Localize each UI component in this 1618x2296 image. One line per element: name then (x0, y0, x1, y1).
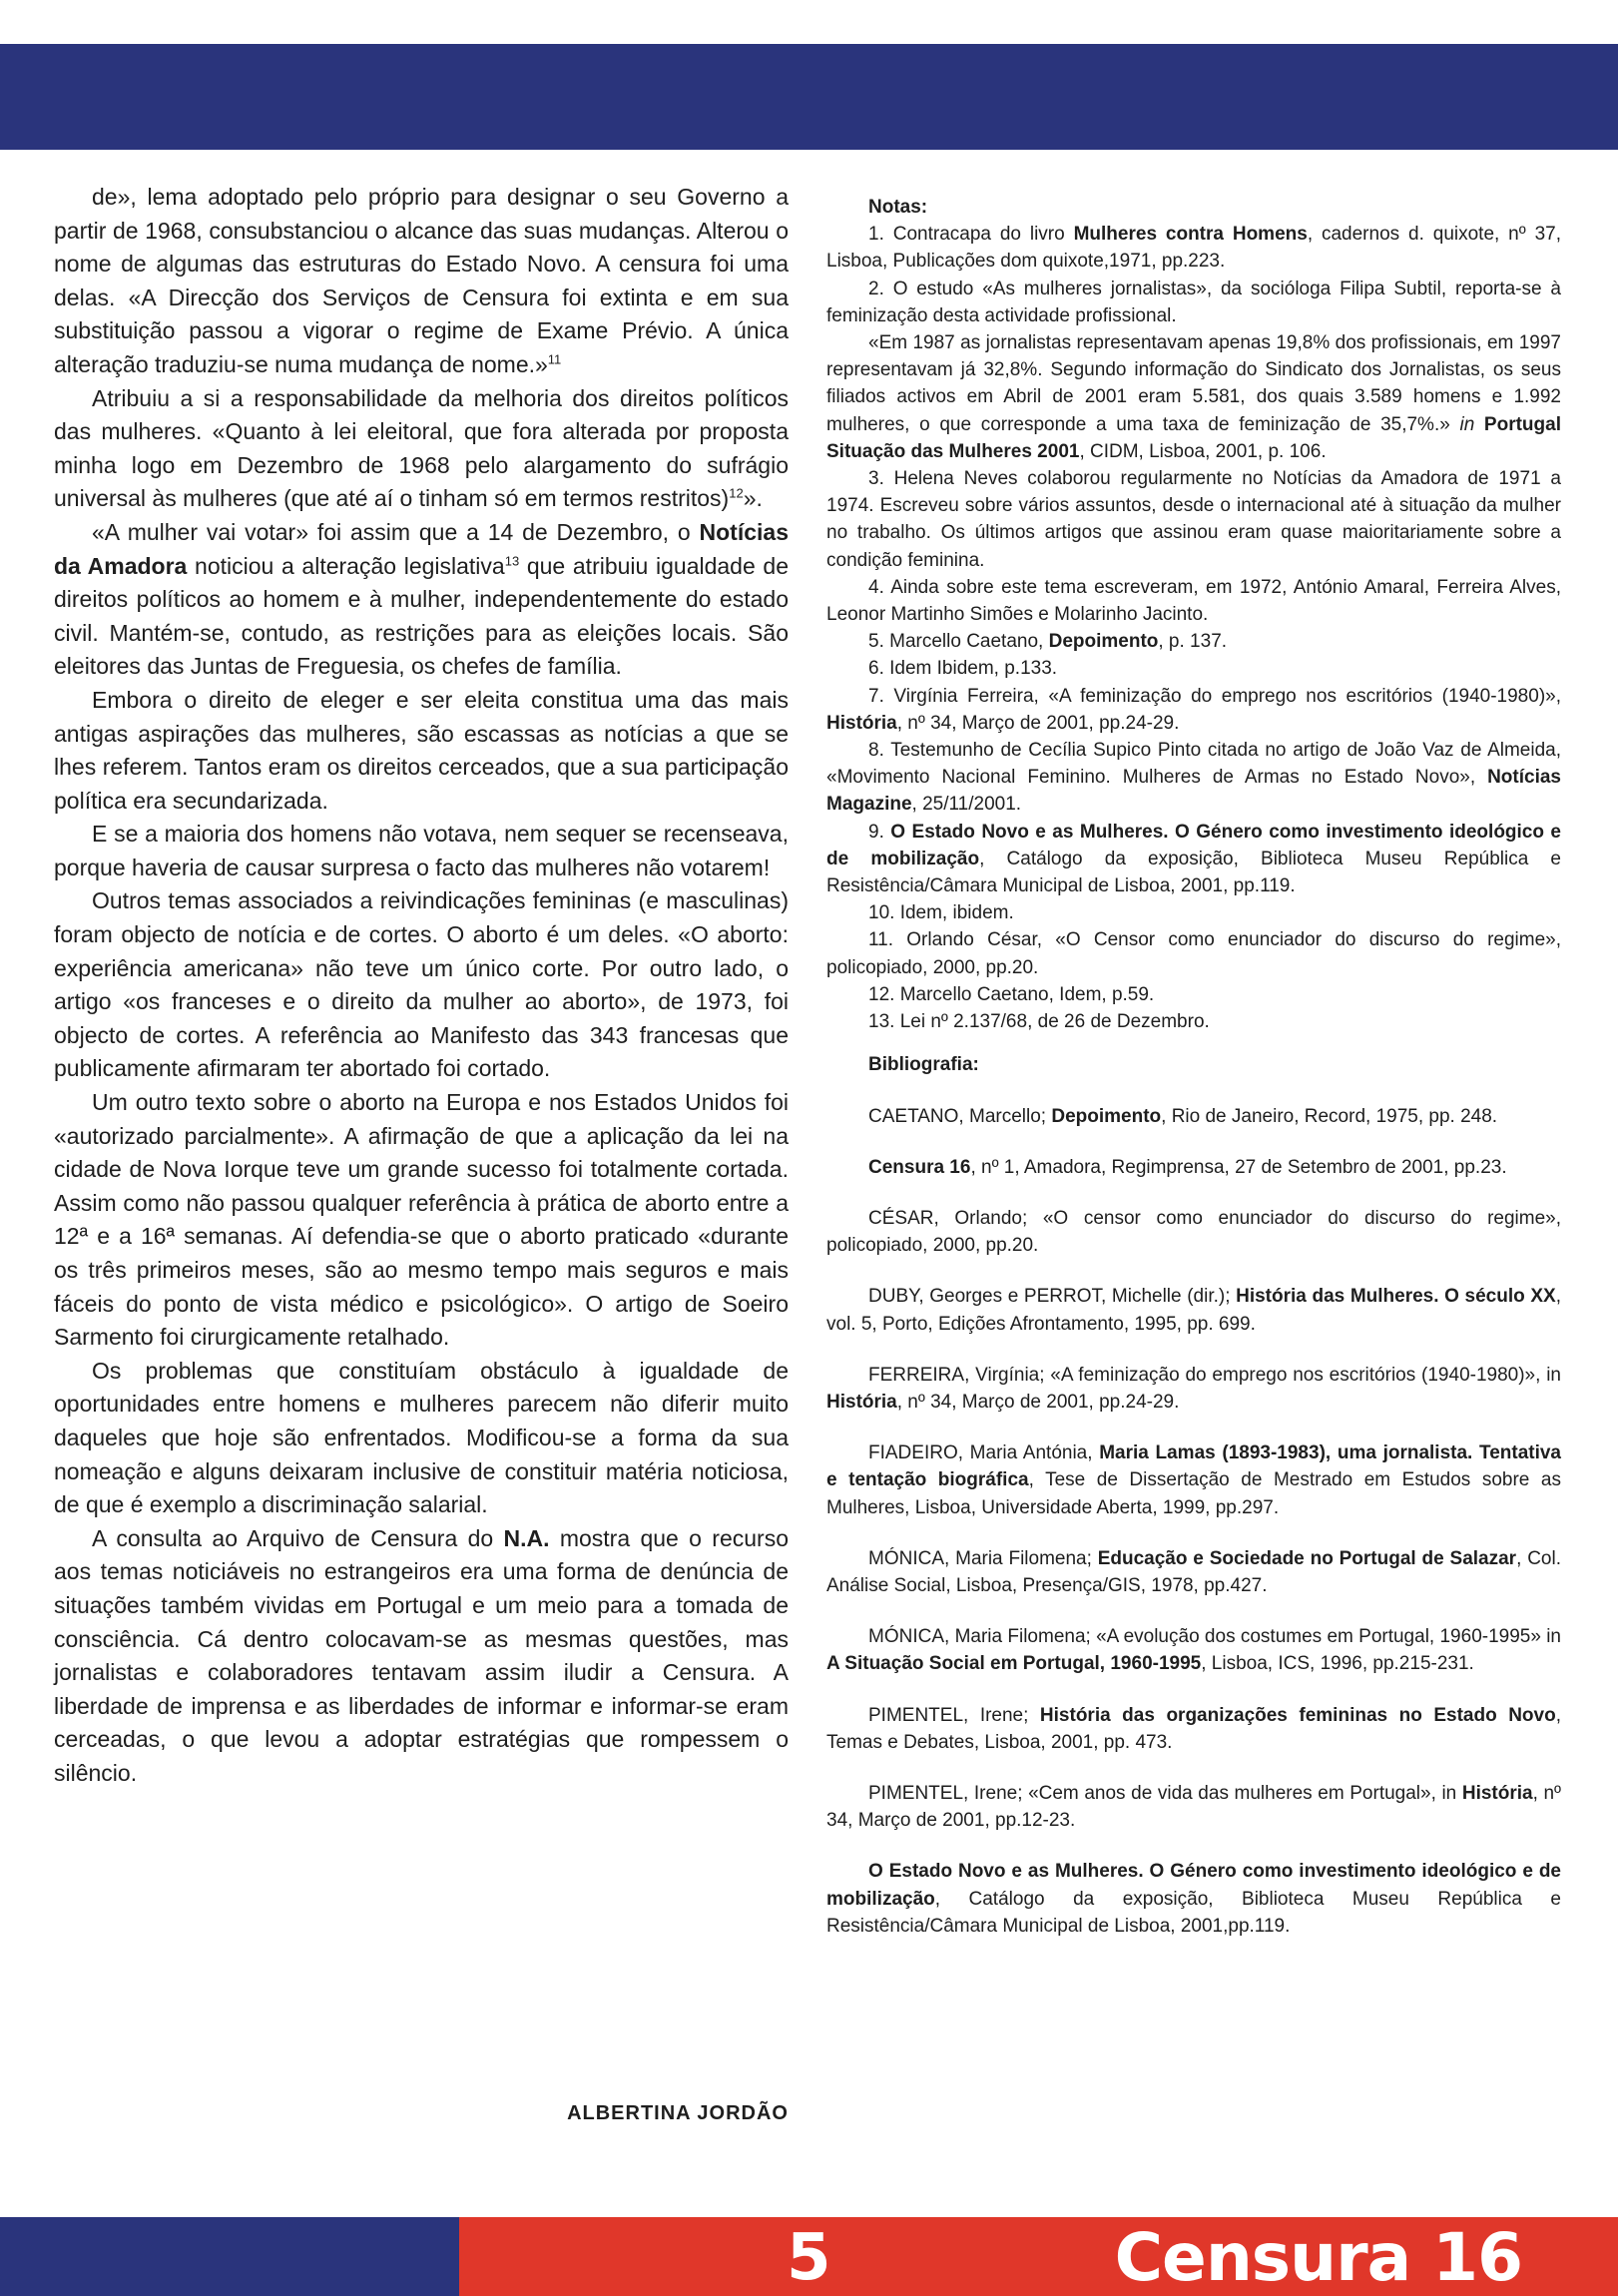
article-paragraph: E se a maioria dos homens não votava, nem sequer se recenseava, porque haveria de causar surpresa o facto das mulheres não votarem! (54, 821, 789, 880)
publication-title: Censura 16 (1114, 2219, 1522, 2296)
article-paragraph: de», lema adoptado pelo próprio para designar o seu Governo a partir de 1968, consubstanciou o alcance das suas mudanças. Alterou o nome de algumas das estruturas do Estado Novo. A censura foi uma delas. «A Direcção dos Serviços de Censura foi extinta e em sua substituição passou a vigorar o regime de Exame Prévio. A única alteração traduziu-se numa mudança de nome.»$^{11}$ (54, 184, 789, 377)
note-item: 12. Marcello Caetano, Idem, p.59. (868, 983, 1155, 1005)
article-paragraph: Embora o direito de eleger e ser eleita constitua uma das mais antigas aspirações das mulheres, são escassas as notícias a que se lhes referem. Tantos eram os direitos cerceados, que a sua participação política era secundarizada. (54, 686, 789, 814)
article-body (54, 181, 789, 1791)
note-item: 9. O Estado Novo e as Mulheres. O Género como investimento ideológico e de mobilização, Catálogo da exposição, Biblioteca Museu República e Resistência/Câmara Municipal de Lisboa, 2001, pp.119. (826, 821, 1562, 897)
bibliography-item: PIMENTEL, Irene; «Cem anos de vida das mulheres em Portugal», in História, nº 34, Março de 2001, pp.12-23. (826, 1782, 1561, 1832)
bibliography-item: FERREIRA, Virgínia; «A feminização do emprego nos escritórios (1940-1980)», in História, nº 34, Março de 2001, pp.24-29. (826, 1364, 1561, 1413)
note-item: 4. Ainda sobre este tema escreveram, em 1972, António Amaral, Ferreira Alves, Leonor Martinho Simões e Molarinho Jacinto. (826, 576, 1561, 626)
note-item: 5. Marcello Caetano, Depoimento, p. 137. (868, 631, 1228, 653)
bibliography-item: Censura 16, nº 1, Amadora, Regimprensa, 27 de Setembro de 2001, pp.23. (868, 1156, 1507, 1178)
bibliography-item: PIMENTEL, Irene; História das organizações femininas no Estado Novo, Temas e Debates, Lisboa, 2001, pp. 473. (826, 1704, 1561, 1753)
note-item: «Em 1987 as jornalistas representavam apenas 19,8% dos profissionais, em 1997 representavam já 32,8%. Segundo informação do Sindicato dos Jornalistas, os seus filiados activos em Abril de 2001 eram 5.581, dos quais 3.589 homens e 1.992 mulheres, o que corresponde a uma taxa de feminização de 35,7%.» in Portugal Situação das Mulheres 2001, CIDM, Lisboa, 2001, p. 106. (826, 332, 1561, 462)
footer-band (0, 2217, 1618, 2296)
bibliography-item: CÉSAR, Orlando; «O censor como enunciador do discurso do regime», policopiado, 2000, pp.20. (826, 1207, 1561, 1257)
note-item: 3. Helena Neves colaborou regularmente no Notícias da Amadora de 1971 a 1974. Escreveu sobre vários assuntos, desde o internacional até à situação da mulher no trabalho. Os últimos artigos que assinou eram quase maioritariamente sobre a condição feminina. (826, 468, 1561, 571)
note-item: 2. O estudo «As mulheres jornalistas», da socióloga Filipa Subtil, reporta-se à feminização desta actividade profissional. (826, 278, 1561, 326)
note-item: 13. Lei nº 2.137/68, de 26 de Dezembro. (868, 1011, 1210, 1033)
article-paragraph: A consulta ao Arquivo de Censura do N.A. mostra que o recurso aos temas noticiáveis no estrangeiros era uma forma de denúncia de situações também vividas em Portugal e um meio para a tomada de consciência. Cá dentro colocavam-se as mesmas questões, mas jornalistas e colaboradores tentavam assim iludir a Censura. A liberdade de imprensa e as liberdades de informar e informar-se eram cerceadas, o que levou a adoptar estratégias que rompessem o silêncio. (54, 1524, 789, 1786)
note-item: 7. Virgínia Ferreira, «A feminização do emprego nos escritórios (1940-1980)», História, nº 34, Março de 2001, pp.24-29. (826, 685, 1561, 734)
note-item: 1. Contracapa do livro Mulheres contra Homens, cadernos d. quixote, nº 37, Lisboa, Publicações dom quixote,1971, pp.223. (826, 224, 1561, 273)
bibliography-item: MÓNICA, Maria Filomena; Educação e Sociedade no Portugal de Salazar, Col. Análise Social, Lisboa, Presença/GIS, 1978, pp.427. (826, 1547, 1561, 1596)
note-item: 6. Idem Ibidem, p.133. (868, 658, 1058, 680)
article-paragraph: Outros temas associados a reivindicações femininas (e masculinas) foram objecto de notícia e de cortes. O aborto é um deles. «O aborto: experiência americana» não teve um único corte. Por outro lado, o artigo «os franceses e o direito da mulher ao aborto», de 1973, foi objecto de cortes. A referência ao Manifesto das 343 francesas que publicamente afirmaram ter abortado foi cortado. (54, 887, 789, 1082)
bibliography-item: O Estado Novo e as Mulheres. O Género como investimento ideológico e de mobilização, Catálogo da exposição, Biblioteca Museu República e Resistência/Câmara Municipal de Lisboa, 2001,pp.119. (826, 1861, 1561, 1937)
article-paragraph: Os problemas que constituíam obstáculo à igualdade de oportunidades entre homens e mulheres parecem não diferir muito daqueles que hoje são enfrentados. Modificou-se a forma da sua nomeação e alguns deixaram inclusive de constituir matéria noticiosa, de que é exemplo a discriminação salarial. (54, 1357, 789, 1518)
note-item: 11. Orlando César, «O Censor como enunciador do discurso do regime», policopiado, 2000, pp.20. (826, 929, 1561, 978)
page-number: 5 (787, 2221, 831, 2295)
bibliography-item: DUBY, Georges e PERROT, Michelle (dir.); História das Mulheres. O século XX, vol. 5, Porto, Edições Afrontamento, 1995, pp. 699. (826, 1286, 1561, 1335)
author-signature: ALBERTINA JORDÃO (567, 2102, 789, 2124)
bibliography-heading: Bibliografia: (868, 1054, 979, 1076)
article-paragraph: Um outro texto sobre o aborto na Europa e nos Estados Unidos foi «autorizado parcialmente». A afirmação de que a aplicação da lei na cidade de Nova Iorque teve um grande sucesso foi totalmente cortada. Assim como não passou qualquer referência à prática de aborto entre a 12ª e a 16ª semanas. Aí defendia-se que o aborto praticado «durante os três primeiros meses, são ao mesmo tempo mais seguros e mais fáceis do ponto de vista médico e psicológico». O artigo de Soeiro Sarmento foi cirurgicamente retalhado. (54, 1089, 789, 1351)
article-paragraph: Atribuiu a si a responsabilidade da melhoria dos direitos políticos das mulheres. «Quanto à lei eleitoral, que fora alterada por proposta minha logo em Dezembro de 1968 pelo alargamento do sufrágio universal às mulheres (que até aí o tinham só em termos restritos)$^{12}$». (54, 384, 789, 512)
bibliography-item: CAETANO, Marcello; Depoimento, Rio de Janeiro, Record, 1975, pp. 248. (868, 1105, 1498, 1127)
notes-heading: Notas: (868, 197, 928, 218)
bibliography-item: FIADEIRO, Maria Antónia, Maria Lamas (1893-1983), uma jornalista. Tentativa e tentação biográfica, Tese de Dissertação de Mestrado em Estudos sobre as Mulheres, Lisboa, Universidade Aberta, 1999, pp.297. (826, 1442, 1561, 1518)
top-margin (0, 0, 1618, 44)
notes-column (826, 194, 1561, 1940)
note-item: 8. Testemunho de Cecília Supico Pinto citada no artigo de João Vaz de Almeida, «Movimento Nacional Feminino. Mulheres de Armas no Estado Novo», Notícias Magazine, 25/11/2001. (826, 740, 1561, 816)
article-paragraph: «A mulher vai votar» foi assim que a 14 de Dezembro, o Notícias da Amadora noticiou a alteração legislativa$^{13}$ que atribuiu igualdade de direitos políticos ao homem e à mulher, independentemente do estado civil. Mantém-se, contudo, as restrições para as eleições locais. São eleitores das Juntas de Freguesia, os chefes de família. (54, 518, 790, 680)
note-item: 10. Idem, ibidem. (868, 902, 1014, 924)
bibliography-item: MÓNICA, Maria Filomena; «A evolução dos costumes em Portugal, 1960-1995» in A Situação Social em Portugal, 1960-1995, Lisboa, ICS, 1996, pp.215-231. (826, 1626, 1561, 1675)
header-band (0, 44, 1618, 150)
